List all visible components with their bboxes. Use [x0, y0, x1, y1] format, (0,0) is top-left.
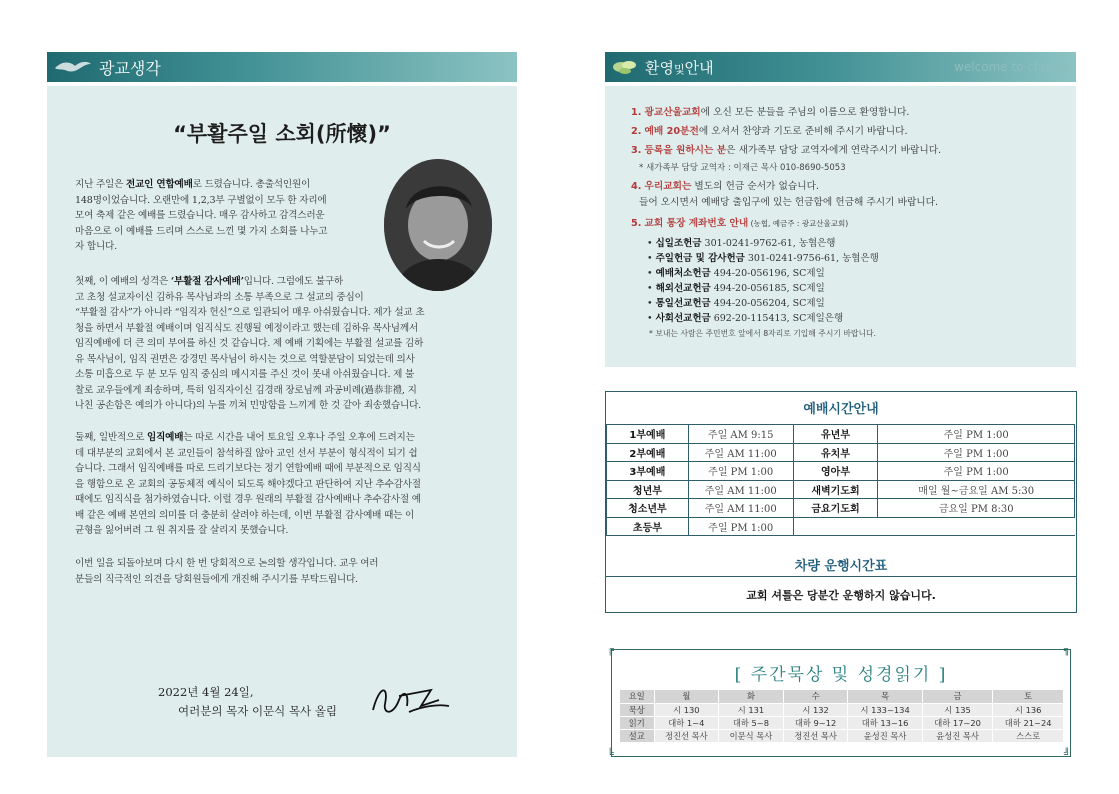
schedule-cell: 주일 PM 1:00 [688, 462, 793, 481]
paragraph-2 [75, 274, 424, 414]
schedule-row [607, 462, 1075, 481]
corner-ornament: ╗ [1064, 645, 1071, 656]
text-line: 배 같은 예배 본연의 의미를 더 충분히 살려야 하는데, 이번 부활절 감사예배 때는 이 [75, 509, 415, 521]
text-line: “부활절 감사”가 아니라 “임직자 헌신”으로 일관되어 매우 아쉬웠습니다. 제가 설교 초 [75, 307, 425, 318]
corner-ornament: ╚ [608, 749, 615, 760]
notice-item-3: 3. 등록을 원하시는 분은 새가족부 담당 교역자에게 연락주시기 바랍니다. [631, 145, 942, 156]
schedule-cell: 3부예배 [607, 462, 689, 481]
reading-cell: 대하 5~8 [719, 716, 784, 729]
account-6: • 사회선교헌금 692-20-115413, SC제일은행 [647, 313, 844, 324]
account-1: • 십일조헌금 301-0241-9762-61, 농협은행 [647, 238, 836, 249]
schedule-row [607, 425, 1075, 444]
schedule-row [607, 517, 1075, 536]
leaf-icon [605, 52, 645, 82]
account-5: • 통일선교헌금 494-20-056204, SC제일 [647, 298, 825, 309]
text-line: 을 행함으로 온 교회의 공동체적 예식이 되도록 해야겠다고 판단하여 지난 추수감사절 [75, 478, 421, 490]
schedule-cell: 주일 AM 11:00 [688, 499, 793, 518]
notice-item-1: 1. 광교산울교회에 오신 모든 분들을 주님의 이름으로 환영합니다. [631, 107, 910, 118]
reading-day-cell: 목 [848, 690, 922, 703]
right-page-header [605, 52, 1076, 82]
text-line: 148명이었습니다. 오랜만에 1,2,3부 구별없이 모두 한 자리에 [75, 194, 327, 206]
reading-row [620, 729, 1064, 742]
reading-day-cell: 토 [993, 690, 1064, 703]
notice-item-4: 4. 우리교회는 별도의 헌금 순서가 없습니다. [631, 181, 820, 192]
weekly-reading [608, 645, 1071, 760]
paragraph-3 [75, 430, 421, 539]
reading-day-cell: 월 [654, 690, 719, 703]
reading-title: [ 주간묵상 및 성경읽기 ] [734, 665, 948, 685]
reading-cell: 스스로 [993, 729, 1064, 742]
text-line: 습니다. 그래서 임직예배를 따로 드리기보다는 정기 연합예배 때에 부분적으로 임직식 [75, 463, 421, 474]
text-line: 분들의 직극적인 의견을 당회원들에게 개진해 주시기를 부탁드립니다. [75, 573, 358, 585]
reading-cell: 읽기 [620, 716, 654, 729]
bus-title: 차량 운행시간표 [794, 559, 888, 574]
pastor-column [47, 86, 517, 757]
notice-item-5: 5. 교회 통장 계좌번호 안내 (농협, 예금주 : 광교산울교회) [631, 218, 849, 229]
bird-icon [47, 52, 99, 82]
welcome-notice [605, 86, 1076, 367]
reading-table [620, 690, 1064, 743]
schedule-cell: 주일 PM 1:00 [688, 517, 793, 536]
reading-row [620, 716, 1064, 729]
account-2: • 주일헌금 및 감사헌금 301-0241-9756-61, 농협은행 [647, 253, 879, 264]
reading-cell: 묵상 [620, 703, 654, 716]
text-line: 소통 미흡으로 두 분 모두 임직 중심의 메시지를 주신 것이 못내 아쉬웠습니다. 제 불 [75, 369, 415, 380]
reading-day-cell: 화 [719, 690, 784, 703]
text-line: 데 대부분의 교회에서 본 교인들이 참석하질 않아 교인 선서 부분이 형식적이 되기 쉽 [75, 447, 418, 459]
reading-cell: 시 132 [783, 703, 848, 716]
schedule-cell: 초등부 [607, 517, 689, 536]
schedule-cell: 1부예배 [607, 425, 689, 444]
schedule-cell: 새벽기도회 [793, 480, 878, 499]
text-line: 청을 하면서 부활절 예배이며 임직식도 진행될 예정이라고 했는데 김하유 목사님께서 [75, 322, 419, 334]
sign-author: 여러분의 목자 이문식 목사 올림 [178, 704, 338, 718]
schedule-cell: 주일 AM 9:15 [688, 425, 793, 444]
schedule-title: 예배시간안내 [803, 402, 879, 417]
schedule-row [607, 443, 1075, 462]
schedule-table [606, 424, 1075, 536]
text-line: 자 합니다. [75, 241, 117, 252]
schedule-cell: 청소년부 [607, 499, 689, 518]
text-line: 모여 축제 같은 예배를 드렸습니다. 매우 감사하고 감격스러운 [75, 210, 325, 221]
schedule-cell: 금요기도회 [793, 499, 878, 518]
schedule-cell: 주일 PM 1:00 [878, 425, 1075, 444]
reading-cell: 시 136 [993, 703, 1064, 716]
sign-date: 2022년 4월 24일, [158, 685, 254, 699]
schedule-cell: 주일 PM 1:00 [878, 462, 1075, 481]
reading-cell: 대하 1~4 [654, 716, 719, 729]
reading-cell: 이문식 목사 [719, 729, 784, 742]
left-page-header [47, 52, 517, 82]
paragraph-1 [75, 177, 327, 255]
reading-cell: 시 135 [922, 703, 993, 716]
schedule-cell: 주일 PM 1:00 [878, 443, 1075, 462]
reading-cell: 대하 13~16 [848, 716, 922, 729]
reading-cell: 설교 [620, 729, 654, 742]
reading-cell: 시 130 [654, 703, 719, 716]
reading-header-row [620, 690, 1064, 703]
text-line: 첫째, 이 예배의 성격은 ‘부활절 감사예배’입니다. 그럼에도 불구하 [75, 276, 343, 287]
text-line: 마음으로 이 예배를 드리며 스스로 느낀 몇 가지 소회를 나누고 [75, 225, 328, 237]
bus-divider [606, 576, 1076, 577]
reading-cell: 대하 17~20 [922, 716, 993, 729]
text-line: 나친 공손함은 예의가 아니다)의 누를 끼쳐 민망함을 느끼게 한 것 같아 죄송했습니다. [75, 400, 422, 411]
text-line: 찰로 교우들에게 죄송하며, 특히 임직자이신 김경래 장로님께 과공비례(過恭非禮, 지 [75, 384, 417, 396]
text-line: 균형을 잃어버려 그 원 취지를 잘 살리지 못했습니다. [75, 525, 289, 536]
text-line: 때에도 임직식을 첨가하였습니다. 이럴 경우 원래의 부활절 감사예배나 추수감사절 예 [75, 494, 421, 505]
corner-ornament: ╔ [608, 645, 615, 656]
text-line: 임직예배에 더 큰 의미 부여를 하신 것 같습니다. 제 예배 기획에는 부활절 설교를 김하 [75, 338, 424, 349]
schedule-cell-empty [793, 517, 1074, 536]
left-header-title: 광교생각 [99, 58, 161, 78]
reading-cell: 대하 9~12 [783, 716, 848, 729]
schedule-cell: 매일 월~금요일 AM 5:30 [878, 480, 1075, 499]
reading-day-cell: 요일 [620, 690, 654, 703]
schedule-cell: 영아부 [793, 462, 878, 481]
notice-item-2: 2. 예배 20분전에 오셔서 찬양과 기도로 준비해 주시기 바랍니다. [631, 126, 908, 137]
worship-schedule [605, 391, 1077, 613]
text-line: 이번 일을 되돌아보며 다시 한 번 당회적으로 논의할 생각입니다. 교우 여러 [75, 558, 379, 569]
account-4: • 해외선교헌금 494-20-056185, SC제일 [647, 283, 825, 294]
schedule-cell: 주일 AM 11:00 [688, 480, 793, 499]
schedule-cell: 주일 AM 11:00 [688, 443, 793, 462]
text-line: 둘째, 일반적으로 임직예배는 따로 시간을 내어 토요일 오후나 주일 오후에 드려지는 [75, 432, 415, 443]
text-line: 유 목사님이, 임직 권면은 강경민 목사님이 하시는 것으로 역할분담이 되었는데 의사 [75, 353, 415, 365]
notice-item-3-sub: * 새가족부 담당 교역자 : 이재근 목사 010-8690-5053 [639, 163, 846, 173]
account-3: • 예배처소헌금 494-20-056196, SC제일 [647, 268, 825, 279]
column-title: “부활주일 소회(所懷)” [173, 122, 391, 146]
text-line: 지난 주일은 전교인 연합예배로 드렸습니다. 총출석인원이 [75, 179, 311, 190]
pastor-portrait [384, 159, 492, 291]
schedule-cell: 2부예배 [607, 443, 689, 462]
schedule-cell: 유치부 [793, 443, 878, 462]
reading-row [620, 703, 1064, 716]
signature [369, 676, 451, 726]
schedule-row [607, 480, 1075, 499]
reading-cell: 시 131 [719, 703, 784, 716]
account-note: * 보내는 사람은 주민번호 앞에서 8자리로 기입해 주시기 바랍니다. [649, 329, 876, 338]
right-header-title: 환영및안내 [645, 58, 714, 77]
schedule-row [607, 499, 1075, 518]
reading-day-cell: 수 [783, 690, 848, 703]
corner-ornament: ╝ [1064, 749, 1071, 760]
reading-cell: 정진선 목사 [783, 729, 848, 742]
reading-cell: 윤성진 목사 [848, 729, 922, 742]
reading-cell: 시 133~134 [848, 703, 922, 716]
right-header-english: welcome to church [954, 60, 1068, 74]
paragraph-4 [75, 556, 378, 587]
reading-cell: 정진선 목사 [654, 729, 719, 742]
schedule-cell: 청년부 [607, 480, 689, 499]
text-line: 고 초청 설교자이신 김하유 목사님과의 소통 부족으로 그 설교의 중심이 [75, 291, 364, 303]
reading-day-cell: 금 [922, 690, 993, 703]
notice-item-4-sub: 들어 오시면서 예배당 출입구에 있는 헌금함에 헌금해 주시기 바랍니다. [639, 197, 939, 208]
reading-cell: 대하 21~24 [993, 716, 1064, 729]
schedule-cell: 유년부 [793, 425, 878, 444]
schedule-cell: 금요일 PM 8:30 [878, 499, 1075, 518]
reading-cell: 윤성진 목사 [922, 729, 993, 742]
bus-text: 교회 셔틀은 당분간 운행하지 않습니다. [746, 589, 936, 602]
